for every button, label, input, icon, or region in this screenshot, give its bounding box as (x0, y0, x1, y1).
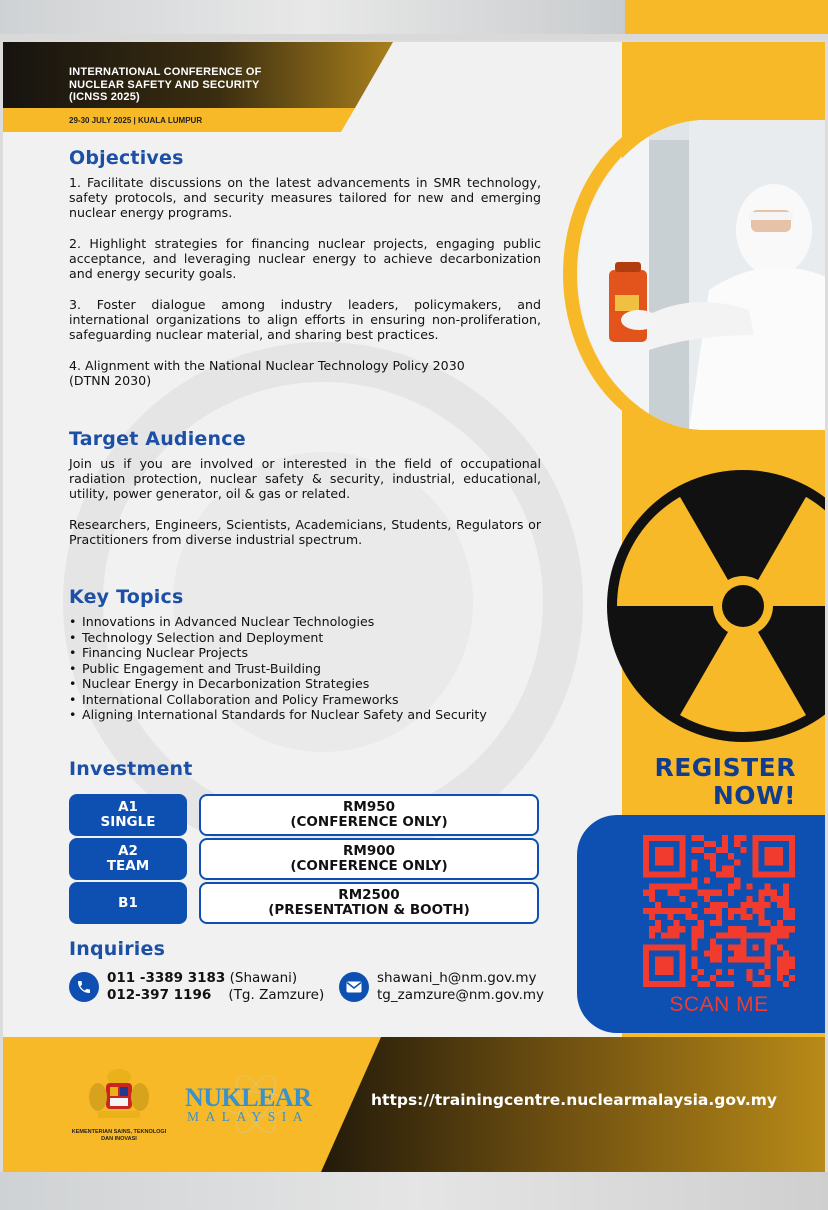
topic-item: • International Collaboration and Policy Frameworks (69, 692, 541, 708)
objective-item-2: 2. Highlight strategies for financing nuclear projects, engaging public acceptance, and leveraging nuclear energy to achieve decarbonization and energy security goals. (69, 236, 541, 281)
title-line-1: INTERNATIONAL CONFERENCE OF (69, 66, 262, 78)
objectives-heading: Objectives (69, 147, 184, 169)
ministry-name: KEMENTERIAN SAINS, TEKNOLOGI DAN INOVASI (71, 1129, 167, 1142)
phone-number-2[interactable]: 012-397 1196 (107, 987, 212, 1003)
package-tag-a2 (69, 838, 187, 880)
ministry-logo (69, 1067, 169, 1142)
date-location: 29-30 JULY 2025 | KUALA LUMPUR (69, 116, 203, 125)
package-description: (PRESENTATION & BOOTH) (268, 902, 470, 918)
phone-contact (69, 970, 324, 1004)
nuklear-malaysia-logo (181, 1077, 321, 1137)
investment-row-b1 (69, 882, 539, 924)
objective-item-3: 3. Foster dialogue among industry leaders, policymakers, and international organizations to align efforts in ensuring non-proliferation, safeguarding nuclear material, and sharing best practices. (69, 297, 541, 342)
malaysia-wordmark: MALAYSIA (187, 1109, 310, 1124)
phone-numbers (107, 970, 324, 1004)
header-band (3, 42, 393, 132)
topics-list (69, 614, 541, 723)
objective-item-1: 1. Facilitate discussions on the latest advancements in SMR technology, safety protocols, and security measures tailored for new and emerging nuclear energy programs. (69, 175, 541, 220)
register-line-2: NOW! (712, 781, 796, 810)
top-photo (0, 0, 625, 34)
email-contact (339, 970, 544, 1004)
email-icon (339, 972, 369, 1002)
topic-item: • Financing Nuclear Projects (69, 645, 541, 661)
package-price-b1 (199, 882, 539, 924)
bottom-photo-strip (0, 1172, 828, 1210)
conference-title (69, 66, 329, 104)
package-tag-a1 (69, 794, 187, 836)
package-type: SINGLE (100, 814, 156, 830)
contact-name-1: (Shawani) (229, 970, 298, 986)
inquiries-section (69, 938, 541, 960)
audience-heading: Target Audience (69, 428, 246, 450)
flyer-page (3, 42, 825, 1172)
topic-item: • Technology Selection and Deployment (69, 630, 541, 646)
contact-name-2: (Tg. Zamzure) (228, 987, 325, 1003)
inquiries-heading: Inquiries (69, 938, 166, 960)
package-type: TEAM (106, 858, 150, 874)
package-price-a1 (199, 794, 539, 836)
qr-panel (577, 815, 825, 1033)
coat-of-arms-icon (84, 1067, 154, 1123)
lab-worker-photo (579, 120, 825, 430)
topic-item: • Aligning International Standards for Nuclear Safety and Security (69, 707, 541, 723)
radiation-symbol-icon (601, 464, 825, 748)
scan-me-label: SCAN ME (669, 993, 769, 1016)
title-line-3: (ICNSS 2025) (69, 91, 140, 103)
investment-row-a2 (69, 838, 539, 880)
top-photo-strip (0, 0, 828, 40)
investment-row-a1 (69, 794, 539, 836)
package-code: A1 (118, 799, 138, 815)
nuklear-wordmark: NUKLEAR (185, 1083, 312, 1112)
email-addresses (377, 970, 544, 1004)
register-line-1: REGISTER (654, 753, 796, 782)
audience-paragraph-2: Researchers, Engineers, Scientists, Academicians, Students, Regulators or Practitioners from diverse industrial spectrum. (69, 517, 541, 547)
email-2[interactable]: tg_zamzure@nm.gov.my (377, 987, 545, 1003)
package-code: B1 (118, 894, 138, 911)
topics-section (69, 586, 541, 723)
topic-item: • Innovations in Advanced Nuclear Technologies (69, 614, 541, 630)
title-line-2: NUCLEAR SAFETY AND SECURITY (69, 78, 260, 91)
package-price: RM900 (342, 843, 395, 859)
email-1[interactable]: shawani_h@nm.gov.my (377, 970, 537, 986)
objective-item-4: 4. Alignment with the National Nuclear Technology Policy 2030 (DTNN 2030) (69, 358, 465, 388)
audience-section (69, 428, 541, 547)
package-description: (CONFERENCE ONLY) (290, 814, 448, 830)
phone-number-1[interactable]: 011 -3389 3183 (107, 970, 226, 986)
investment-heading: Investment (69, 758, 193, 780)
package-description: (CONFERENCE ONLY) (290, 858, 448, 874)
audience-paragraph-1: Join us if you are involved or interested in the field of occupational radiation protection, nuclear safety & security, industrial, educational, utility, power generator, oil & gas or related. (69, 456, 541, 501)
objectives-section (69, 147, 541, 388)
package-price: RM2500 (338, 887, 400, 903)
footer-band (3, 1037, 825, 1172)
register-now-heading (603, 754, 796, 810)
registration-qr-code[interactable] (643, 835, 795, 987)
package-tag-b1 (69, 882, 187, 924)
package-price: RM950 (342, 799, 395, 815)
topics-heading: Key Topics (69, 586, 184, 608)
topic-item: • Nuclear Energy in Decarbonization Strategies (69, 676, 541, 692)
top-yellow-block (625, 0, 828, 34)
investment-section (69, 758, 541, 780)
phone-icon (69, 972, 99, 1002)
package-code: A2 (118, 843, 138, 859)
package-price-a2 (199, 838, 539, 880)
topic-item: • Public Engagement and Trust-Building (69, 661, 541, 677)
training-centre-url-link[interactable]: https://trainingcentre.nuclearmalaysia.gov.my (371, 1091, 777, 1109)
